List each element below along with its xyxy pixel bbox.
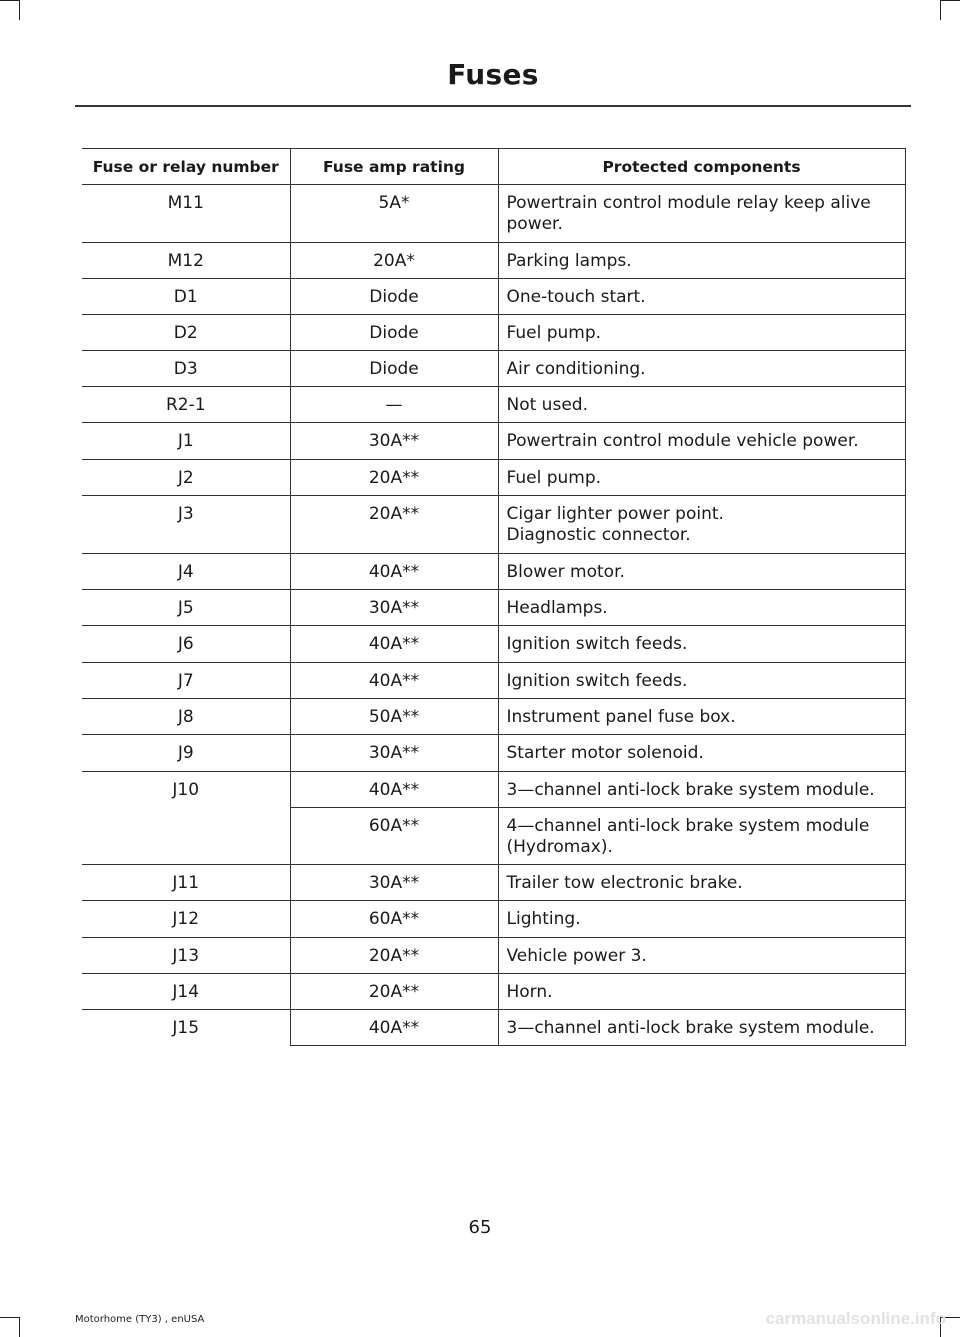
fuse-number-cell: D1 xyxy=(82,279,290,315)
fuse-number-cell: J2 xyxy=(82,460,290,496)
table-row xyxy=(82,901,905,938)
protected-component-cell: Trailer tow electronic brake. xyxy=(498,865,905,901)
amp-rating-cell: 60A** xyxy=(290,901,498,938)
protected-component-cell: Starter motor solenoid. xyxy=(498,735,905,772)
fuse-number-cell: M11 xyxy=(82,185,290,243)
watermark: carmanualsonline.info xyxy=(765,1309,946,1328)
protected-component-cell: Parking lamps. xyxy=(498,243,905,279)
protected-component-cell: Instrument panel fuse box. xyxy=(498,699,905,735)
fuse-number-cell: J8 xyxy=(82,699,290,735)
fuse-number-cell: R2-1 xyxy=(82,387,290,423)
table-row xyxy=(82,735,905,772)
protected-component-cell: 4—channel anti-lock brake system module (Hydromax). xyxy=(498,808,905,865)
fuse-number-cell: J13 xyxy=(82,938,290,974)
protected-component-cell: Cigar lighter power point. Diagnostic connector. xyxy=(498,496,905,554)
crop-mark-top-right xyxy=(940,0,960,1)
amp-rating-cell: Diode xyxy=(290,351,498,387)
table-row xyxy=(82,554,905,590)
amp-rating-cell: 20A* xyxy=(290,243,498,279)
fuse-number-cell: D2 xyxy=(82,315,290,351)
fuse-number-cell: J5 xyxy=(82,590,290,626)
protected-component-cell: Not used. xyxy=(498,387,905,423)
amp-rating-cell: 20A** xyxy=(290,496,498,554)
table-row xyxy=(82,590,905,626)
amp-rating-cell: 40A** xyxy=(290,554,498,590)
fuse-table xyxy=(82,148,906,1046)
table-row xyxy=(82,938,905,974)
fuse-number-cell: J15 xyxy=(172,1018,200,1038)
fuse-number-cell: J10 xyxy=(82,772,290,865)
fuse-number-cell: J3 xyxy=(82,496,290,554)
protected-component-cell: Blower motor. xyxy=(498,554,905,590)
amp-rating-cell: 40A** xyxy=(290,1010,498,1046)
page-title: Fuses xyxy=(447,58,539,91)
table-row xyxy=(82,243,905,279)
protected-component-cell: Ignition switch feeds. xyxy=(498,663,905,699)
protected-component-cell: Powertrain control module relay keep alive power. xyxy=(498,185,905,243)
header-protected-components: Protected components xyxy=(498,149,905,185)
table-row xyxy=(82,1010,905,1046)
fuse-number-cell: D3 xyxy=(82,351,290,387)
amp-rating-cell: 30A** xyxy=(290,423,498,460)
amp-rating-cell: 30A** xyxy=(290,590,498,626)
amp-rating-cell: 20A** xyxy=(290,938,498,974)
table-row xyxy=(82,772,905,808)
fuse-number-cell: J6 xyxy=(82,626,290,663)
amp-rating-cell: 5A* xyxy=(290,185,498,243)
table-row xyxy=(82,865,905,901)
crop-mark-bottom-left xyxy=(0,1317,20,1318)
amp-rating-cell: 40A** xyxy=(290,626,498,663)
fuse-number-cell: J7 xyxy=(82,663,290,699)
protected-component-cell: Headlamps. xyxy=(498,590,905,626)
protected-component-cell: Ignition switch feeds. xyxy=(498,626,905,663)
protected-component-cell: Fuel pump. xyxy=(498,315,905,351)
fuse-number-cell: J14 xyxy=(82,974,290,1010)
amp-rating-cell: — xyxy=(290,387,498,423)
table-row xyxy=(82,185,905,243)
table-row xyxy=(82,626,905,663)
protected-component-cell: Lighting. xyxy=(498,901,905,938)
amp-rating-cell: Diode xyxy=(290,315,498,351)
amp-rating-cell: 60A** xyxy=(290,808,498,865)
header-amp-rating: Fuse amp rating xyxy=(290,149,498,185)
fuse-number-cell: J9 xyxy=(82,735,290,772)
amp-rating-cell: Diode xyxy=(290,279,498,315)
table-row xyxy=(82,460,905,496)
amp-rating-cell: 20A** xyxy=(290,460,498,496)
protected-component-cell: Powertrain control module vehicle power. xyxy=(498,423,905,460)
table-row xyxy=(82,699,905,735)
fuse-number-cell: J4 xyxy=(82,554,290,590)
header-fuse-number: Fuse or relay number xyxy=(82,149,290,185)
protected-component-cell: One-touch start. xyxy=(498,279,905,315)
fuse-number-cell: M12 xyxy=(82,243,290,279)
fuse-number-cell: J11 xyxy=(82,865,290,901)
table-row xyxy=(82,387,905,423)
amp-rating-cell: 40A** xyxy=(290,663,498,699)
crop-mark-top-left-v xyxy=(19,0,20,20)
amp-rating-cell: 50A** xyxy=(290,699,498,735)
title-rule xyxy=(75,105,911,107)
table-row xyxy=(82,496,905,554)
crop-mark-top-left xyxy=(0,0,20,1)
table-row xyxy=(82,423,905,460)
crop-mark-top-right-v xyxy=(940,0,941,20)
protected-component-cell: 3—channel anti-lock brake system module. xyxy=(498,772,905,808)
page-number: 65 xyxy=(468,1217,492,1238)
protected-component-cell: Vehicle power 3. xyxy=(498,938,905,974)
table-row xyxy=(82,315,905,351)
amp-rating-cell: 40A** xyxy=(290,772,498,808)
table-row xyxy=(82,974,905,1010)
amp-rating-cell: 30A** xyxy=(290,865,498,901)
amp-rating-cell: 30A** xyxy=(290,735,498,772)
table-row xyxy=(82,351,905,387)
table-row xyxy=(82,279,905,315)
protected-component-cell: Air conditioning. xyxy=(498,351,905,387)
protected-component-cell: Horn. xyxy=(498,974,905,1010)
protected-component-cell: 3—channel anti-lock brake system module. xyxy=(498,1010,905,1046)
fuse-number-cell: J12 xyxy=(82,901,290,938)
fuse-table-body xyxy=(82,185,905,1046)
amp-rating-cell: 20A** xyxy=(290,974,498,1010)
fuse-number-cell: J1 xyxy=(82,423,290,460)
protected-component-cell: Fuel pump. xyxy=(498,460,905,496)
table-row xyxy=(82,663,905,699)
table-header-row xyxy=(82,149,905,185)
crop-mark-bottom-left-v xyxy=(19,1317,20,1337)
footer-text: Motorhome (TY3) , enUSA xyxy=(75,1314,205,1325)
